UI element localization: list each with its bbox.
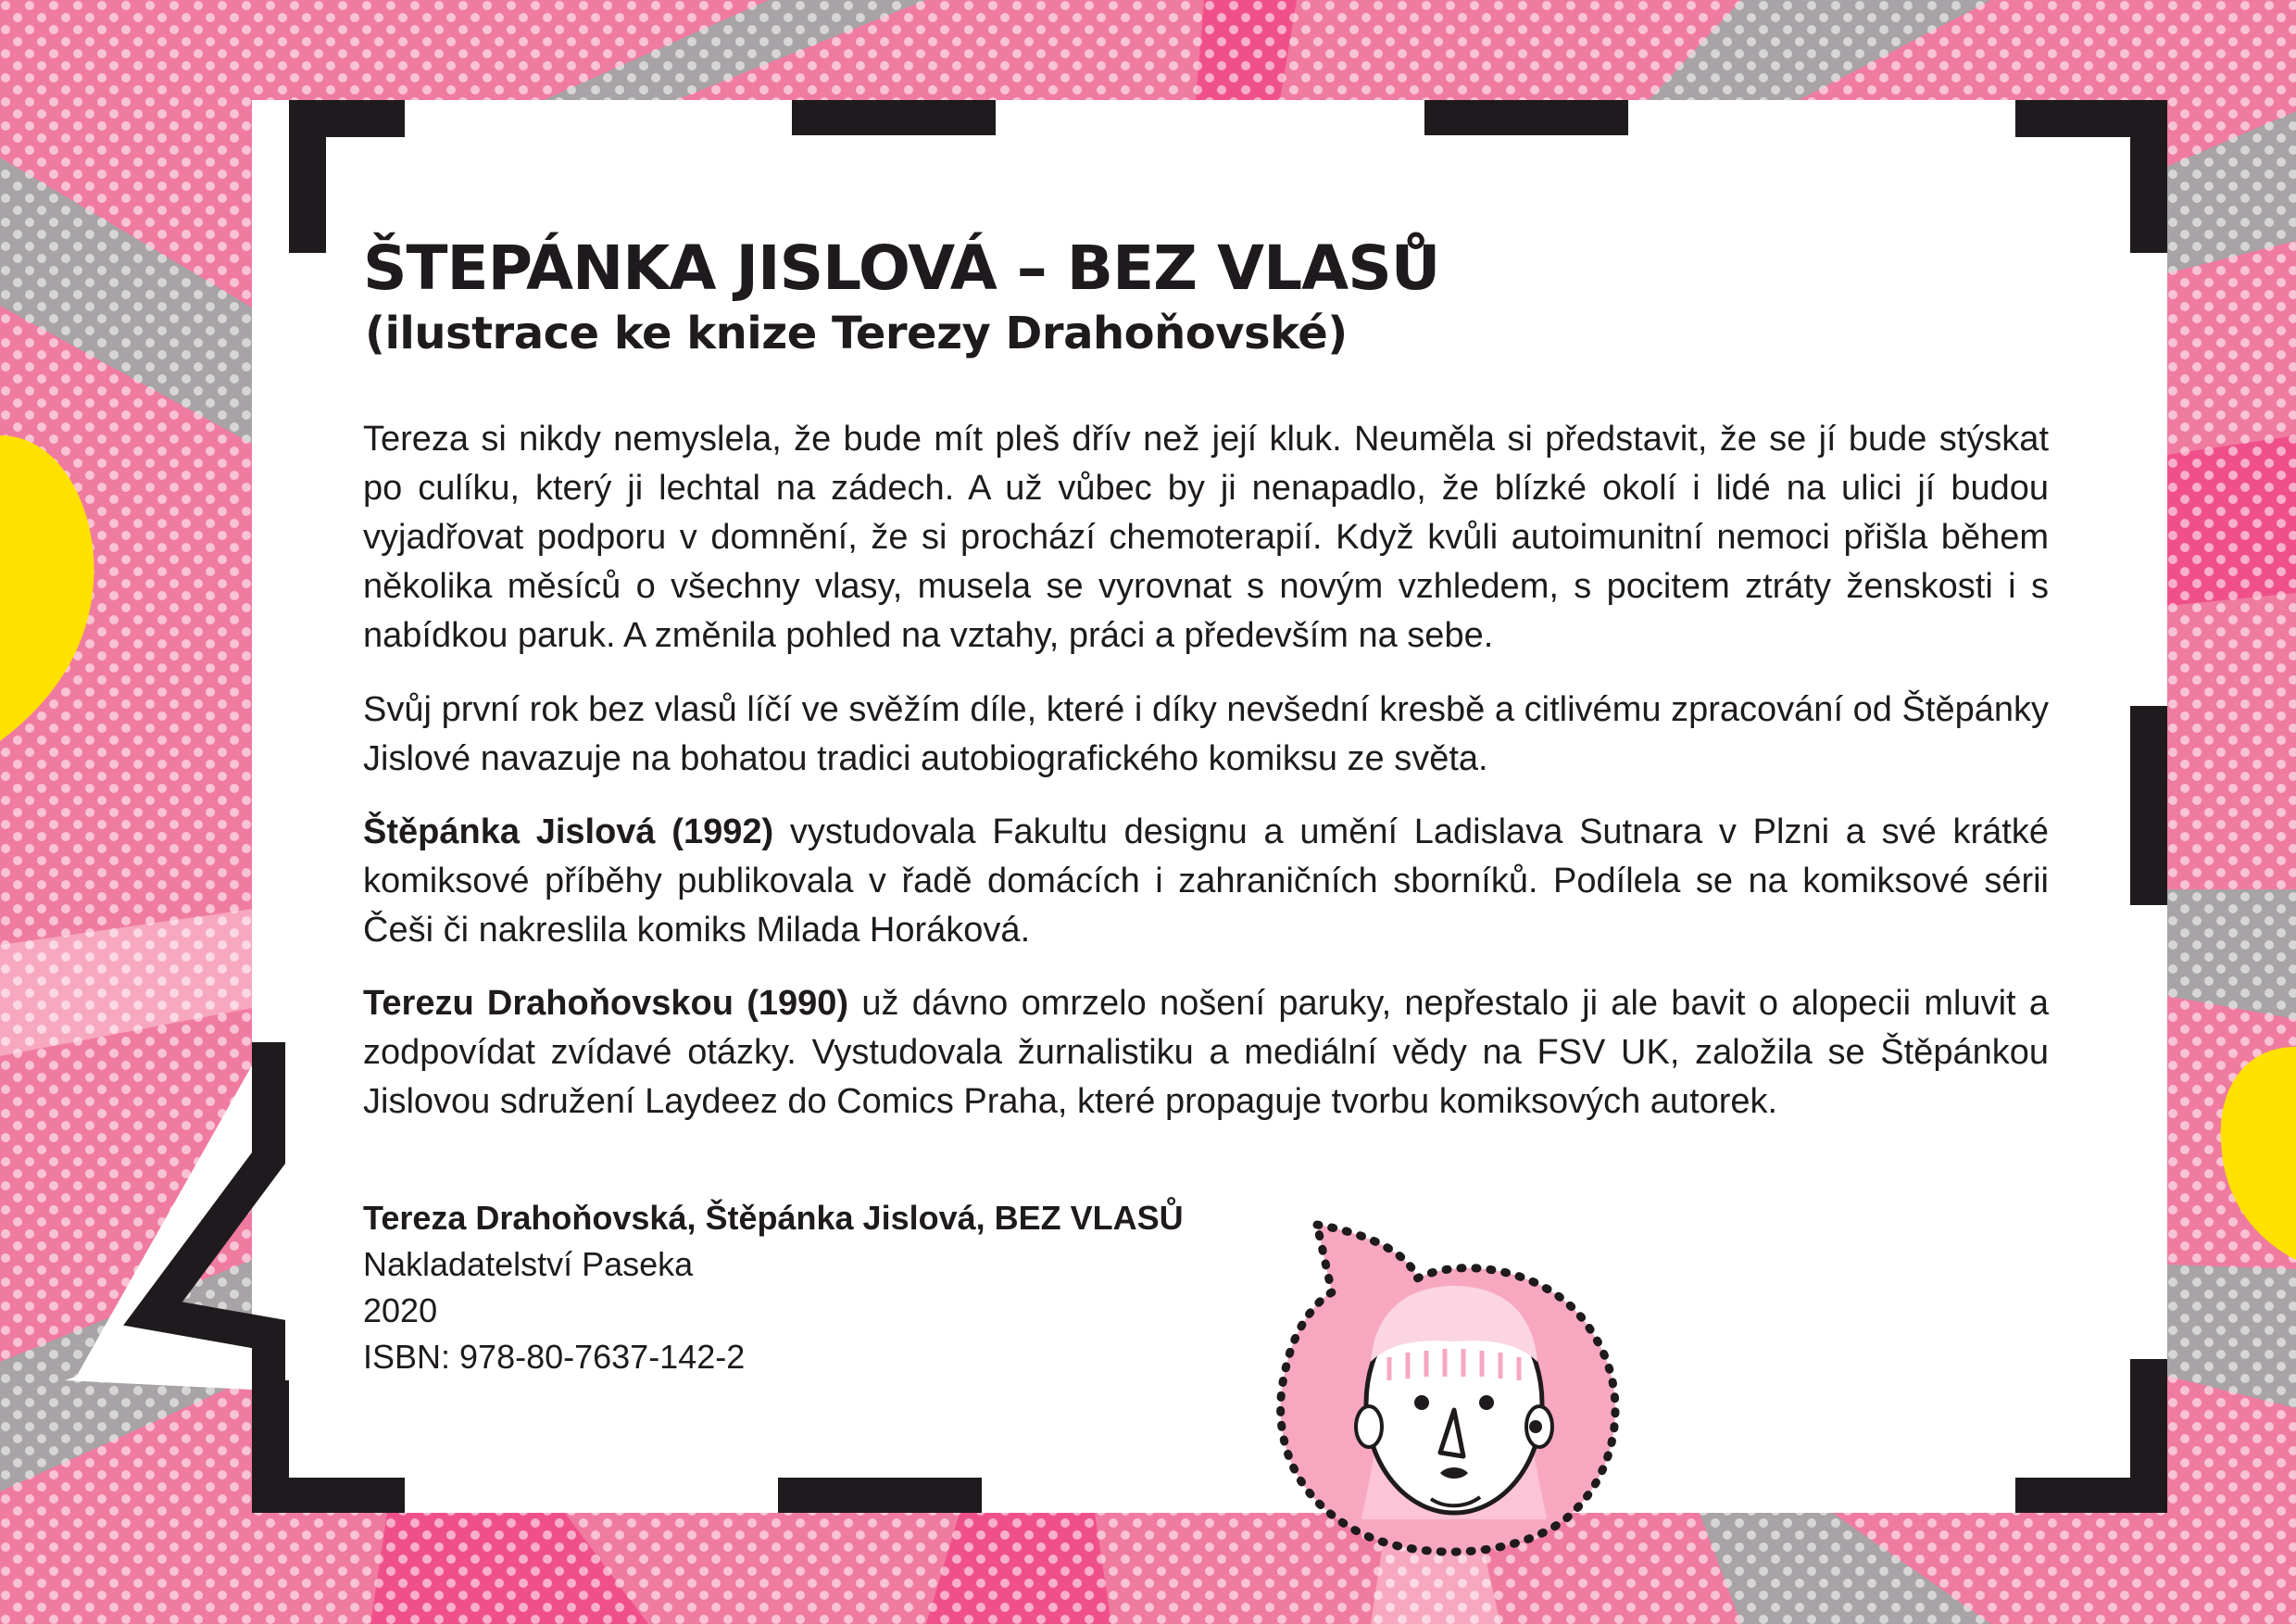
paragraph-illustrator-bio (363, 808, 2049, 955)
colophon (363, 1195, 1184, 1380)
frame-top-bar-2 (1424, 100, 1628, 135)
paragraph-synopsis: Tereza si nikdy nemyslela, že bude mít pleš dřív než její kluk. Neuměla si představit, že se jí bude stýskat po culíku, který ji lechtal na zádech. A už vůbec by ji nenapadlo, že blízké okolí i lidé na ulici jí budou vyjadřovat podporu v domnění, že si prochází chemoterapií. Když kvůli autoimunitní nemoci přišla během několika měsíců o všechny vlasy, musela se vyrovnat s novým vzhledem, s pocitem ztráty ženskosti i s nabídkou paruk. A změnila pohled na vztahy, práci a především na sebe. (363, 420, 2049, 655)
page-title: ŠTEPÁNKA JISLOVÁ – BEZ VLASŮ (363, 233, 1440, 304)
frame-corner-bottom-left-v (252, 1380, 289, 1513)
paragraph-debut: Svůj první rok bez vlasů líčí ve svěžím díle, které i díky nevšední kresbě a citlivému zpracování od Štěpánky Jislové navazuje na bohatou tradici autobiografického komiksu ze světa. (363, 690, 2049, 778)
main-content (363, 232, 2049, 1127)
colophon-book: Tereza Drahoňovská, Štěpánka Jislová, BEZ VLASŮ (363, 1199, 1184, 1237)
colophon-year: 2020 (363, 1291, 438, 1329)
illustrator-bio-text: vystudovala Fakultu designu a umění Ladislava Sutnara v Plzni a své krátké komiksové příběhy publikovala v řadě domácích i zahraničních sborníků. Podílela se na komiksové sérii Češi či nakreslila komiks Milada Horáková. (363, 812, 2049, 950)
author-bio-text: už dávno omrzelo nošení paruky, nepřestalo ji ale bavit o alopecii mluvit a zodpovídat zvídavé otázky. Vystudovala žurnalistiku a mediální vědy na FSV UK, založila se Štěpánkou Jislovou sdružení Laydeez do Comics Praha, které propaguje tvorbu komiksových autorek. (363, 984, 2050, 1121)
frame-corner-top-right-v (2130, 100, 2167, 253)
frame-top-bar-1 (792, 100, 996, 135)
illustrator-name: Štěpánka Jislová (1992) (363, 812, 774, 851)
colophon-publisher: Nakladatelství Paseka (363, 1245, 694, 1283)
author-name: Terezu Drahoňovskou (1990) (363, 984, 849, 1023)
colophon-isbn: ISBN: 978-80-7637-142-2 (363, 1338, 746, 1376)
frame-corner-top-left-v (289, 100, 326, 253)
frame-corner-bottom-right-h (2015, 1478, 2167, 1513)
page-subtitle: (ilustrace ke knize Terezy Drahoňovské) (365, 308, 1348, 359)
frame-bottom-bar (778, 1478, 982, 1513)
paragraph-author-bio (363, 979, 2049, 1127)
character-face-bubble-illustration (1250, 1204, 1658, 1566)
frame-right-bar (2130, 706, 2167, 905)
